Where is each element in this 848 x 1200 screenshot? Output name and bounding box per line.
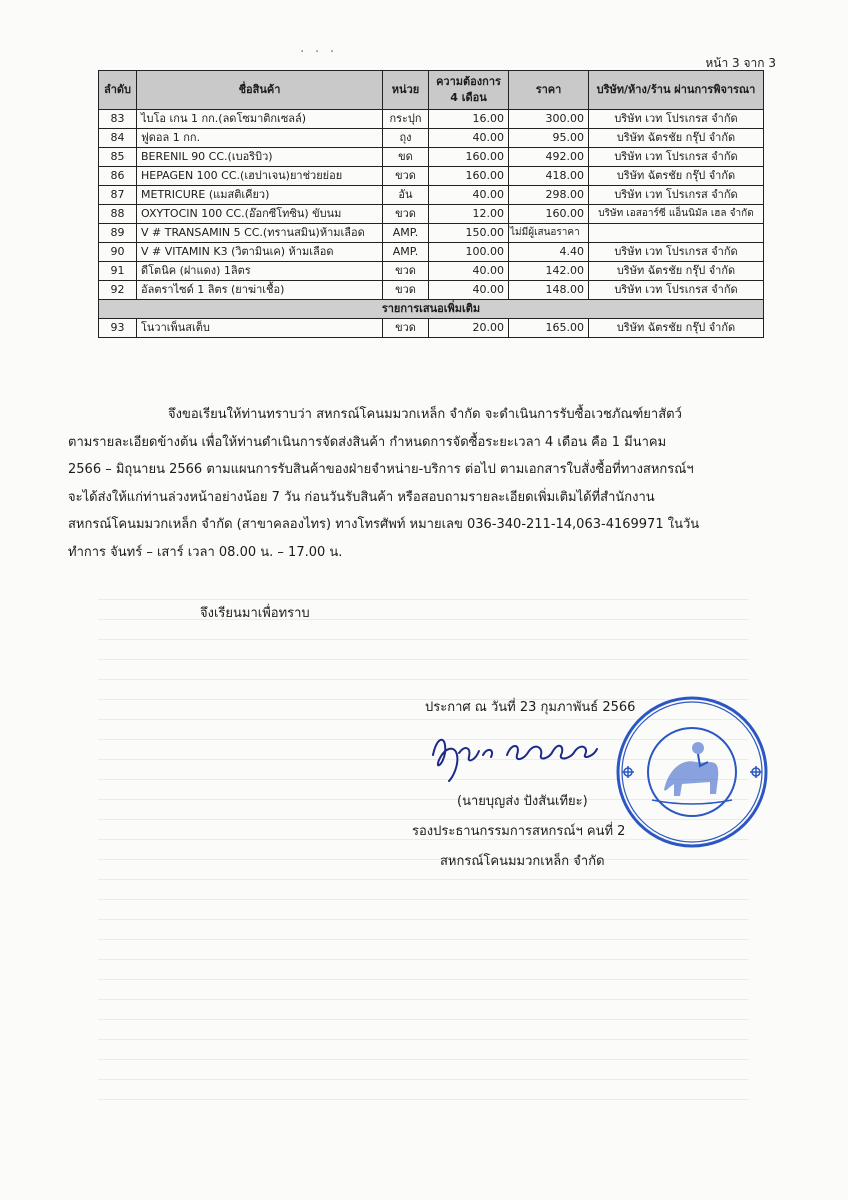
cell-company: บริษัท ฉัตรชัย กรุ๊ป จำกัด (589, 319, 764, 338)
cell-company: บริษัท เวท โปรเกรส จำกัด (589, 148, 764, 167)
cell-no: 83 (99, 110, 137, 129)
cell-name: ดีโตนิค (ฝาแดง) 1ลิตร (137, 262, 383, 281)
letter-line: 2566 – มิถุนายน 2566 ตามแผนการรับสินค้าของฝ่ายจำหน่าย-บริการ ต่อไป ตามเอกสารใบสั่งซื้อที่ทางสหกรณ์ฯ (68, 462, 694, 477)
cell-no: 93 (99, 319, 137, 338)
cell-company: บริษัท เวท โปรเกรส จำกัด (589, 243, 764, 262)
cell-no: 86 (99, 167, 137, 186)
cell-no: 91 (99, 262, 137, 281)
cell-qty: 100.00 (429, 243, 509, 262)
cell-no: 88 (99, 205, 137, 224)
cell-price: 95.00 (509, 129, 589, 148)
table-row (99, 129, 764, 148)
closing-text: จึงเรียนมาเพื่อทราบ (200, 606, 310, 621)
cell-no: 85 (99, 148, 137, 167)
cell-unit: ขวด (383, 167, 429, 186)
cell-company: บริษัท เวท โปรเกรส จำกัด (589, 110, 764, 129)
letter-line: จะได้ส่งให้แก่ท่านล่วงหน้าอย่างน้อย 7 วัน ก่อนวันรับสินค้า หรือสอบถามรายละเอียดเพิ่มเติมได้ที่สำนักงาน (68, 489, 655, 505)
cell-unit: ขด (383, 148, 429, 167)
cell-unit: อัน (383, 186, 429, 205)
table-row (99, 243, 764, 262)
page-number: หน้า 3 จาก 3 (705, 56, 776, 70)
cell-qty: 40.00 (429, 281, 509, 300)
letter-body (68, 401, 748, 566)
cell-name: V # TRANSAMIN 5 CC.(ทรานสมิน)ห้ามเลือด (137, 224, 383, 243)
table-header-row (99, 71, 764, 110)
cell-name: V # VITAMIN K3 (วิตามินเค) ห้ามเลือด (137, 243, 383, 262)
cell-no: 84 (99, 129, 137, 148)
cell-qty: 160.00 (429, 167, 509, 186)
header-price: ราคา (509, 71, 589, 110)
cell-price: 418.00 (509, 167, 589, 186)
cell-name: ฟูดอล 1 กก. (137, 129, 383, 148)
cell-unit: ขวด (383, 205, 429, 224)
cell-qty: 40.00 (429, 262, 509, 281)
cell-unit: ขวด (383, 262, 429, 281)
table-row (99, 167, 764, 186)
cell-name: HEPAGEN 100 CC.(เฮปาเจน)ยาช่วยย่อย (137, 167, 383, 186)
table-row (99, 148, 764, 167)
cell-price: 165.00 (509, 319, 589, 338)
cell-name: OXYTOCIN 100 CC.(อ๊อกซีโทซิน) ขับนม (137, 205, 383, 224)
cell-unit: ขวด (383, 319, 429, 338)
cell-price: 298.00 (509, 186, 589, 205)
items-table (98, 70, 764, 338)
header-demand-line2: 4 เดือน (450, 91, 487, 104)
cell-unit: AMP. (383, 224, 429, 243)
header-name: ชื่อสินค้า (137, 71, 383, 110)
cell-unit: กระปุก (383, 110, 429, 129)
header-no: ลำดับ (99, 71, 137, 110)
cell-no: 87 (99, 186, 137, 205)
cell-qty: 16.00 (429, 110, 509, 129)
cell-price: 492.00 (509, 148, 589, 167)
cell-unit: ขวด (383, 281, 429, 300)
table-row (99, 281, 764, 300)
cell-name: METRICURE (แมสติเคียว) (137, 186, 383, 205)
cell-no: 89 (99, 224, 137, 243)
cell-qty: 20.00 (429, 319, 509, 338)
cell-qty: 160.00 (429, 148, 509, 167)
table-row (99, 319, 764, 338)
cooperative-seal (612, 692, 772, 852)
scan-smudge: · · · (300, 44, 338, 60)
table-row (99, 262, 764, 281)
signer-title: รองประธานกรรมการสหกรณ์ฯ คนที่ 2 (412, 824, 626, 839)
header-demand-line1: ความต้องการ (436, 75, 501, 88)
signer-name: (นายบุญส่ง ปังสันเทียะ) (457, 794, 588, 809)
signer-org: สหกรณ์โคนมมวกเหล็ก จำกัด (440, 854, 605, 869)
cell-company (589, 224, 764, 243)
cell-unit: ถุง (383, 129, 429, 148)
header-demand (429, 71, 509, 110)
cell-company: บริษัท ฉัตรชัย กรุ๊ป จำกัด (589, 129, 764, 148)
letter-line: ตามรายละเอียดข้างต้น เพื่อให้ท่านดำเนินการจัดส่งสินค้า กำหนดการจัดซื้อระยะเวลา 4 เดือน คือ 1 มีนาคม (68, 434, 667, 450)
cell-price: 148.00 (509, 281, 589, 300)
header-company: บริษัท/ห้าง/ร้าน ผ่านการพิจารณา (589, 71, 764, 110)
cell-price: 142.00 (509, 262, 589, 281)
cell-price: ไม่มีผู้เสนอราคา (509, 224, 589, 243)
section-row (99, 300, 764, 319)
announcement-date: ประกาศ ณ วันที่ 23 กุมภาพันธ์ 2566 (425, 700, 636, 715)
letter-line: จึงขอเรียนให้ท่านทราบว่า สหกรณ์โคนมมวกเหล็ก จำกัด จะดำเนินการรับซื้อเวชภัณฑ์ยาสัตว์ (168, 407, 682, 422)
cell-name: ไบโอ เกน 1 กก.(ลดโซมาติกเซลล์) (137, 110, 383, 129)
cell-company: บริษัท เอสอาร์ซี แอ็นนิมัล เฮล จำกัด (589, 205, 764, 224)
letter-line: ทำการ จันทร์ – เสาร์ เวลา 08.00 น. – 17.00 น. (68, 544, 343, 560)
cell-qty: 150.00 (429, 224, 509, 243)
cell-price: 4.40 (509, 243, 589, 262)
cell-qty: 40.00 (429, 129, 509, 148)
cell-price: 160.00 (509, 205, 589, 224)
cell-name: อัลตราไซด์ 1 ลิตร (ยาฆ่าเชื้อ) (137, 281, 383, 300)
cell-unit: AMP. (383, 243, 429, 262)
table-row (99, 110, 764, 129)
cell-company: บริษัท ฉัตรชัย กรุ๊ป จำกัด (589, 262, 764, 281)
cell-qty: 12.00 (429, 205, 509, 224)
cell-company: บริษัท ฉัตรชัย กรุ๊ป จำกัด (589, 167, 764, 186)
cell-price: 300.00 (509, 110, 589, 129)
table-row (99, 186, 764, 205)
cell-qty: 40.00 (429, 186, 509, 205)
table-row (99, 224, 764, 243)
letter-line: สหกรณ์โคนมมวกเหล็ก จำกัด (สาขาคลองไทร) ทางโทรศัพท์ หมายเลข 036-340-211-14,063-4169971 ในวัน (68, 517, 700, 532)
table-row (99, 205, 764, 224)
cell-name: BERENIL 90 CC.(เบอริบิว) (137, 148, 383, 167)
section-title: รายการเสนอเพิ่มเติม (99, 300, 764, 319)
cell-no: 92 (99, 281, 137, 300)
handwritten-signature (425, 725, 615, 785)
cell-company: บริษัท เวท โปรเกรส จำกัด (589, 281, 764, 300)
cell-company: บริษัท เวท โปรเกรส จำกัด (589, 186, 764, 205)
cell-name: โนวาเพ็นสเต็บ (137, 319, 383, 338)
header-unit: หน่วย (383, 71, 429, 110)
cell-no: 90 (99, 243, 137, 262)
